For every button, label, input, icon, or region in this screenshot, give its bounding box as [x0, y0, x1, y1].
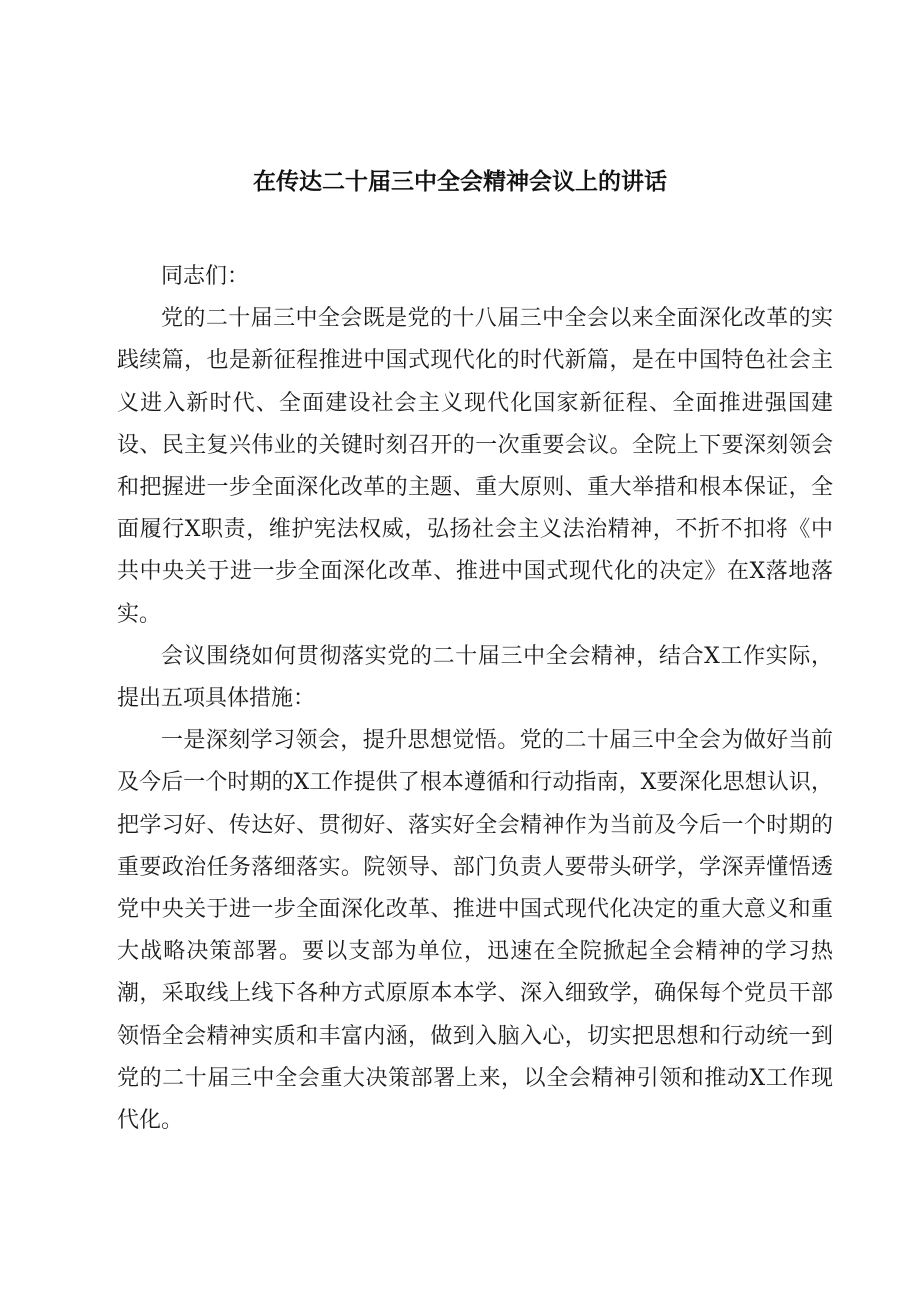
paragraph-2: 会议围绕如何贯彻落实党的二十届三中全会精神，结合X工作实际，提出五项具体措施： — [117, 643, 833, 712]
paragraph-1: 党的二十届三中全会既是党的十八届三中全会以来全面深化改革的实践续篇，也是新征程推进中国式现代化的时代新篇，是在中国特色社会主义进入新时代、全面建设社会主义现代化国家新征程、全面推进强国建设、民主复兴伟业的关键时刻召开的一次重要会议。全院上下要深刻领会和把握进一步全面深化改革的主题、重大原则、重大举措和根本保证，全面履行X职责，维护宪法权威，弘扬社会主义法治精神，不折不扣将《中共中央关于进一步全面深化改革、推进中国式现代化的决定》在X落地落实。 — [117, 306, 833, 627]
paragraph-3: 一是深刻学习领会，提升思想觉悟。党的二十届三中全会为做好当前及今后一个时期的X工作提供了根本遵循和行动指南，X要深化思想认识，把学习好、传达好、贯彻好、落实好全会精神作为当前及今后一个时期的重要政治任务落细落实。院领导、部门负责人要带头研学，学深弄懂悟透党中央关于进一步全面深化改革、推进中国式现代化决定的重大意义和重大战略决策部署。要以支部为单位，迅速在全院掀起全会精神的学习热潮，采取线上线下各种方式原原本本学、深入细致学，确保每个党员干部领悟全会精神实质和丰富内涵，做到入脑入心，切实把思想和行动统一到党的二十届三中全会重大决策部署上来，以全会精神引领和推动X工作现代化。 — [117, 728, 833, 1134]
document-body — [117, 256, 833, 1142]
page-title: 在传达二十届三中全会精神会议上的讲话 — [253, 169, 667, 195]
salutation: 同志们： — [161, 264, 250, 289]
